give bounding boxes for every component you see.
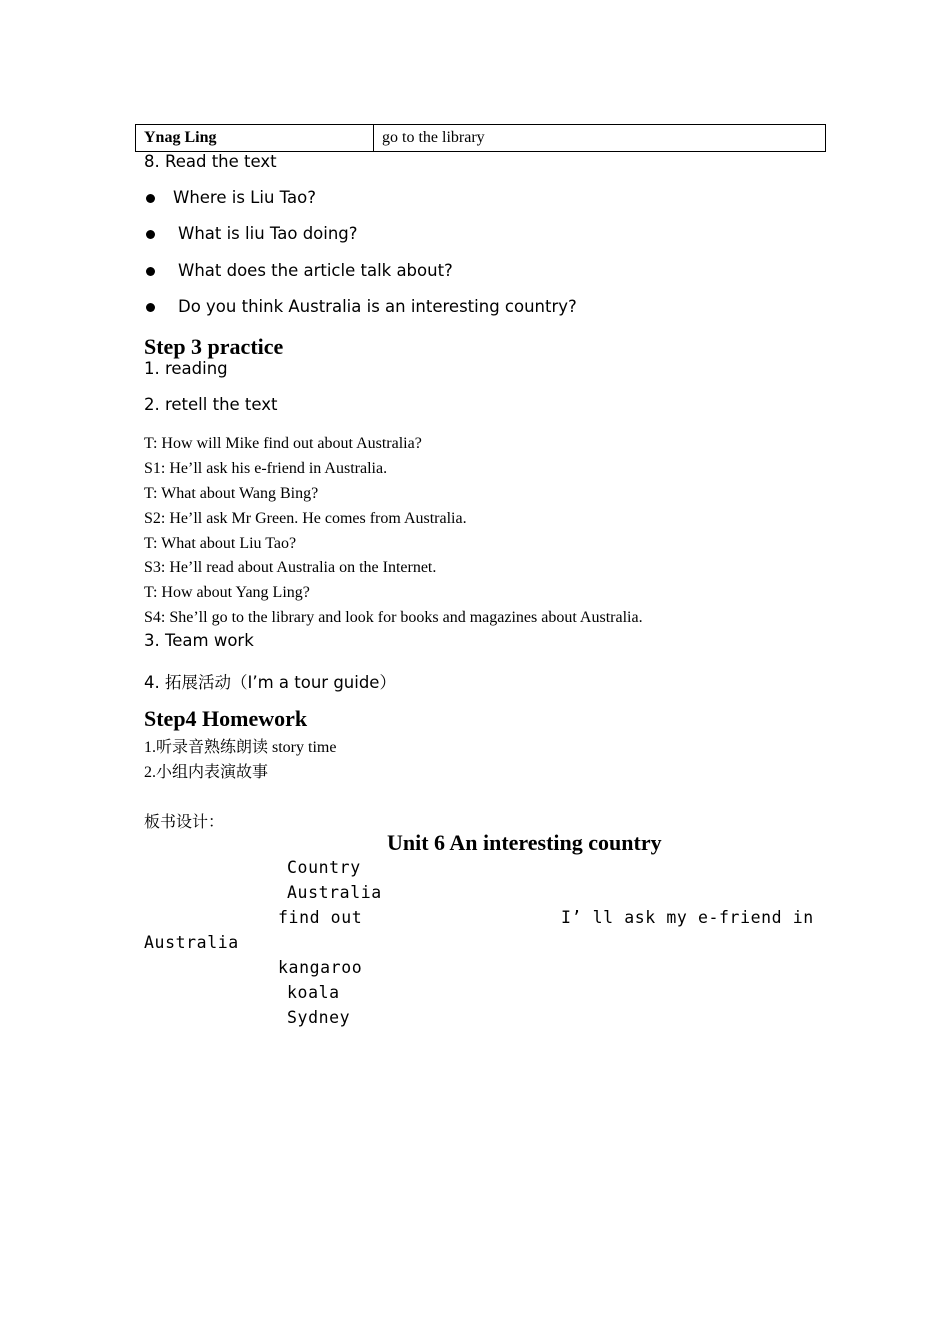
question-item: What does the article talk about?: [178, 261, 453, 280]
step3-item: 3. Team work: [144, 631, 254, 650]
bullet-icon: [146, 267, 155, 276]
step4-title: Step4 Homework: [144, 706, 308, 731]
board-line-koala: koala: [287, 983, 340, 1002]
table-row: [136, 125, 826, 152]
step3-title: Step 3 practice: [144, 334, 284, 359]
dialogue-line: T: What about Liu Tao?: [144, 535, 297, 552]
question-item: Do you think Australia is an interesting country?: [178, 297, 577, 316]
board-line-australia: Australia: [287, 883, 382, 902]
dialogue-line: S2: He’ll ask Mr Green. He comes from Australia.: [144, 510, 467, 527]
board-line-find-out: find out: [278, 908, 363, 927]
table-cell-activity: go to the library: [374, 125, 826, 152]
homework-item: 1.听录音熟练朗读 story time: [144, 739, 337, 756]
homework-item: 2.小组内表演故事: [144, 764, 269, 781]
board-line-sydney: Sydney: [287, 1008, 351, 1027]
bullet-icon: [146, 194, 155, 203]
read-heading: 8. Read the text: [144, 152, 277, 171]
dialogue-line: S1: He’ll ask his e-friend in Australia.: [144, 460, 388, 477]
bullet-icon: [146, 230, 155, 239]
question-item: Where is Liu Tao?: [173, 188, 316, 207]
assignment-table: [135, 124, 826, 152]
board-line-country: Country: [287, 858, 361, 877]
board-label: 板书设计：: [144, 814, 225, 831]
question-item: What is liu Tao doing?: [178, 224, 358, 243]
dialogue-line: S4: She’ll go to the library and look for books and magazines about Australia.: [144, 609, 643, 626]
board-line-sentence-cont: Australia: [144, 933, 239, 952]
step3-item: 1. reading: [144, 359, 228, 378]
board-line-kangaroo: kangaroo: [278, 958, 363, 977]
board-title: Unit 6 An interesting country: [387, 830, 662, 855]
dialogue-line: T: How about Yang Ling?: [144, 584, 310, 601]
bullet-icon: [146, 303, 155, 312]
dialogue-line: S3: He’ll read about Australia on the Internet.: [144, 559, 437, 576]
dialogue-line: T: What about Wang Bing?: [144, 485, 319, 502]
dialogue-line: T: How will Mike find out about Australia?: [144, 435, 422, 452]
board-line-sentence: I’ ll ask my e-friend in: [561, 908, 814, 927]
step3-item: 2. retell the text: [144, 395, 278, 414]
table-cell-name: Ynag Ling: [136, 125, 374, 152]
step3-item: 4. 拓展活动（I’m a tour guide）: [144, 673, 396, 692]
